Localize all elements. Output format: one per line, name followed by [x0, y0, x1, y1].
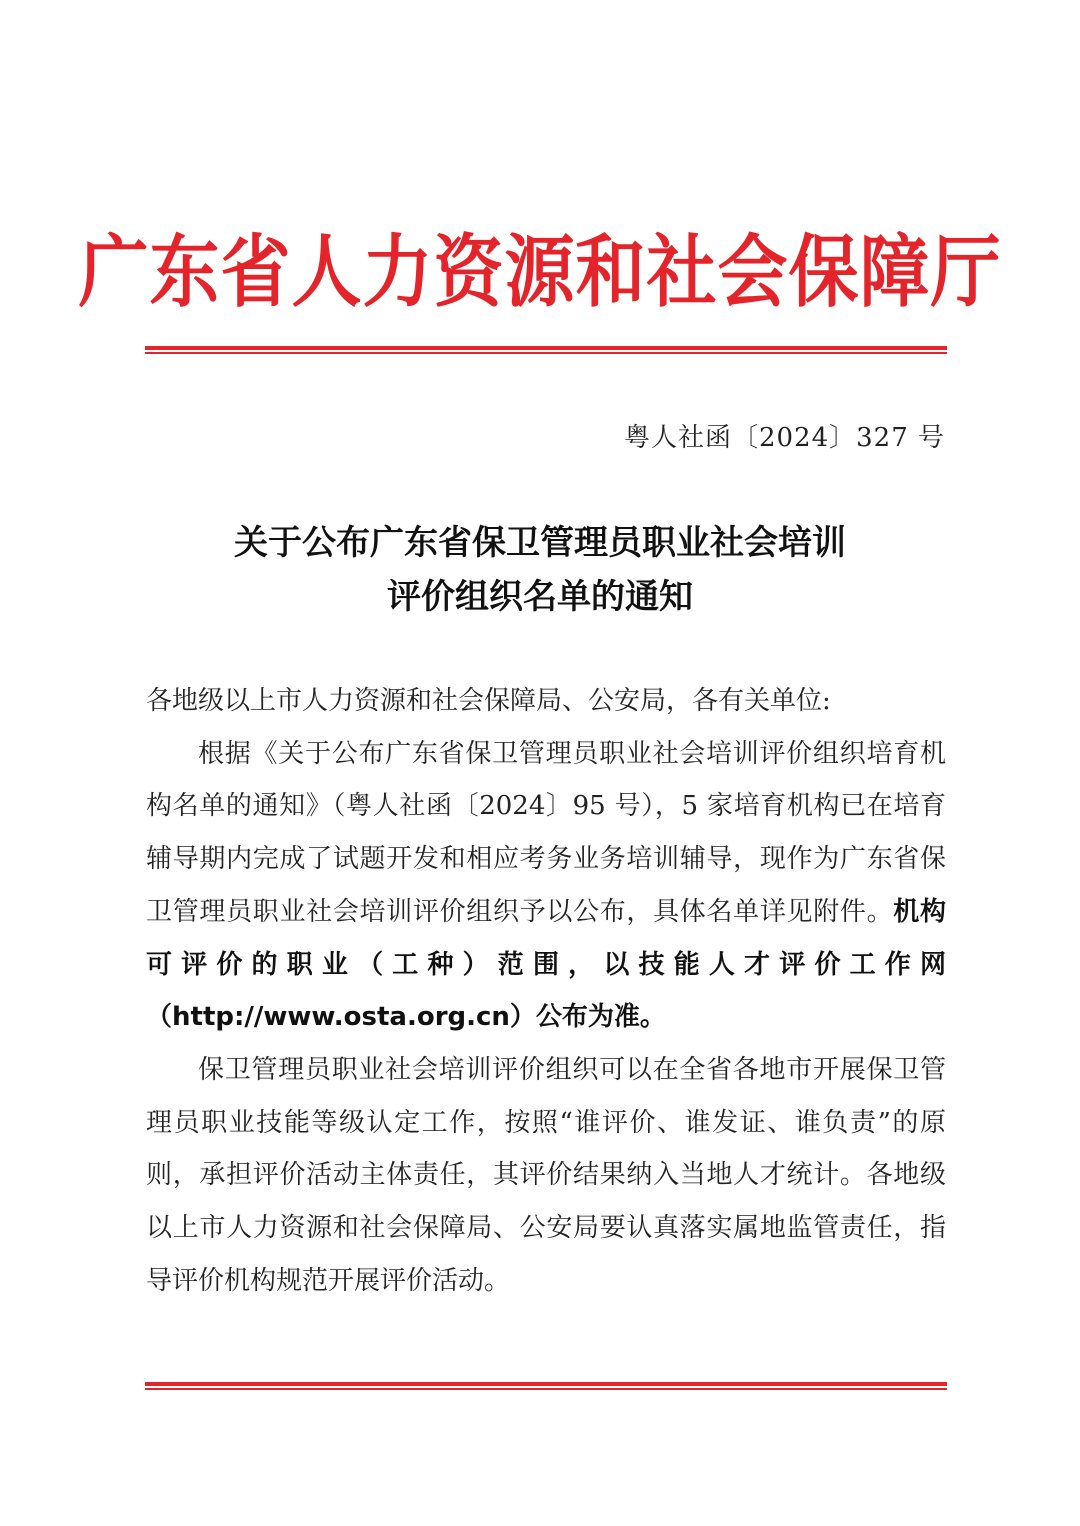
letterhead-title: 广东省人力资源和社会保障厅	[78, 226, 1002, 319]
footer-red-rule	[145, 1382, 947, 1391]
paragraph-1-text: 根据《关于公布广东省保卫管理员职业社会培训评价组织培育机构名单的通知》（粤人社函〔2024〕95 号），5 家培育机构已在培育辅导期内完成了试题开发和相应考务业务培训辅导，现作为广东省保卫管理员职业社会培训评价组织予以公布，具体名单详见附件。	[146, 738, 946, 927]
salutation: 各地级以上市人力资源和社会保障局、公安局，各有关单位:	[146, 686, 831, 716]
paragraph-1-bold-text: 机构可评价的职业（工种）范围，以技能人才评价工作网（http://www.osta.org.cn）公布为准。	[146, 896, 946, 1033]
document-body	[146, 675, 946, 1307]
letterhead-red-rule	[145, 346, 947, 355]
paragraph-2: 保卫管理员职业社会培训评价组织可以在全省各地市开展保卫管理员职业技能等级认定工作，按照“谁评价、谁发证、谁负责”的原则，承担评价活动主体责任，其评价结果纳入当地人才统计。各地级以上市人力资源和社会保障局、公安局要认真落实属地监管责任，指导评价机构规范开展评价活动。	[146, 1054, 946, 1296]
document-number: 粤人社函〔2024〕327 号	[623, 423, 945, 453]
document-title-line-1: 关于公布广东省保卫管理员职业社会培训	[234, 523, 846, 563]
paragraph-1	[146, 728, 946, 1044]
document-title	[0, 516, 1080, 624]
document-title-line-2: 评价组织名单的通知	[387, 577, 693, 617]
